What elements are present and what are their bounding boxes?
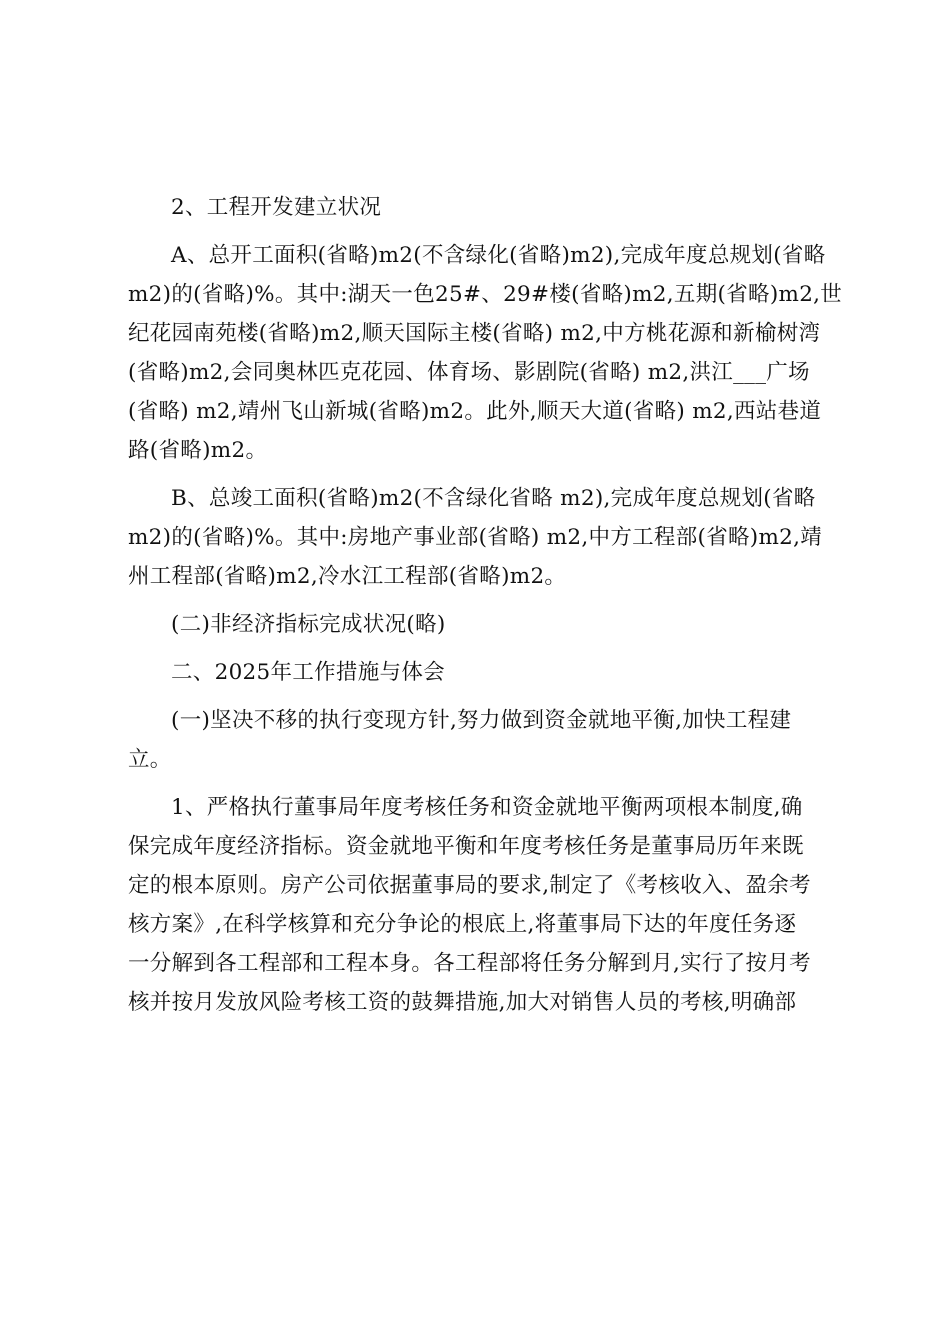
text-line: 路(省略)m2。 <box>128 438 268 463</box>
text-line: (省略)m2,会同奥林匹克花园、体育场、影剧院(省略) m2,洪江___广场 <box>128 360 810 385</box>
paragraph-total-completed-area <box>128 479 830 596</box>
paragraph-liquidation-policy <box>128 701 830 779</box>
text-line: 二、2025年工作措施与体会 <box>171 660 445 685</box>
section-heading-project-development <box>128 188 830 227</box>
paragraph-assessment-system <box>128 788 830 1022</box>
text-line: (二)非经济指标完成状况(略) <box>171 612 446 637</box>
section-heading-non-economic <box>128 605 830 644</box>
text-line: m2)的(省略)%。其中:房地产事业部(省略) m2,中方工程部(省略)m2,靖 <box>128 525 823 550</box>
text-line: m2)的(省略)%。其中:湖天一色25#、29#楼(省略)m2,五期(省略)m2,世 <box>128 282 843 307</box>
text-line: 2、工程开发建立状况 <box>171 195 382 220</box>
text-line: 州工程部(省略)m2,冷水江工程部(省略)m2。 <box>128 564 567 589</box>
text-line: 核并按月发放风险考核工资的鼓舞措施,加大对销售人员的考核,明确部 <box>128 990 797 1015</box>
text-line: 一分解到各工程部和工程本身。各工程部将任务分解到月,实行了按月考 <box>128 951 811 976</box>
text-line: 保完成年度经济指标。资金就地平衡和年度考核任务是董事局历年来既 <box>128 834 804 859</box>
text-line: 核方案》,在科学核算和充分争论的根底上,将董事局下达的年度任务逐 <box>128 912 797 937</box>
text-line: 立。 <box>128 747 172 772</box>
text-line: (一)坚决不移的执行变现方针,努力做到资金就地平衡,加快工程建 <box>171 708 792 733</box>
document-body <box>128 188 843 1031</box>
text-line: 纪花园南苑楼(省略)m2,顺天国际主楼(省略) m2,中方桃花源和新榆树湾 <box>128 321 821 346</box>
text-line: A、总开工面积(省略)m2(不含绿化(省略)m2),完成年度总规划(省略 <box>171 243 826 268</box>
paragraph-total-started-area <box>128 236 843 470</box>
text-line: (省略) m2,靖州飞山新城(省略)m2。此外,顺天大道(省略) m2,西站巷道 <box>128 399 822 424</box>
section-heading-work-measures <box>128 653 830 692</box>
text-line: 1、严格执行董事局年度考核任务和资金就地平衡两项根本制度,确 <box>171 795 803 820</box>
text-line: 定的根本原则。房产公司依据董事局的要求,制定了《考核收入、盈余考 <box>128 873 811 898</box>
text-line: B、总竣工面积(省略)m2(不含绿化省略 m2),完成年度总规划(省略 <box>171 486 816 511</box>
